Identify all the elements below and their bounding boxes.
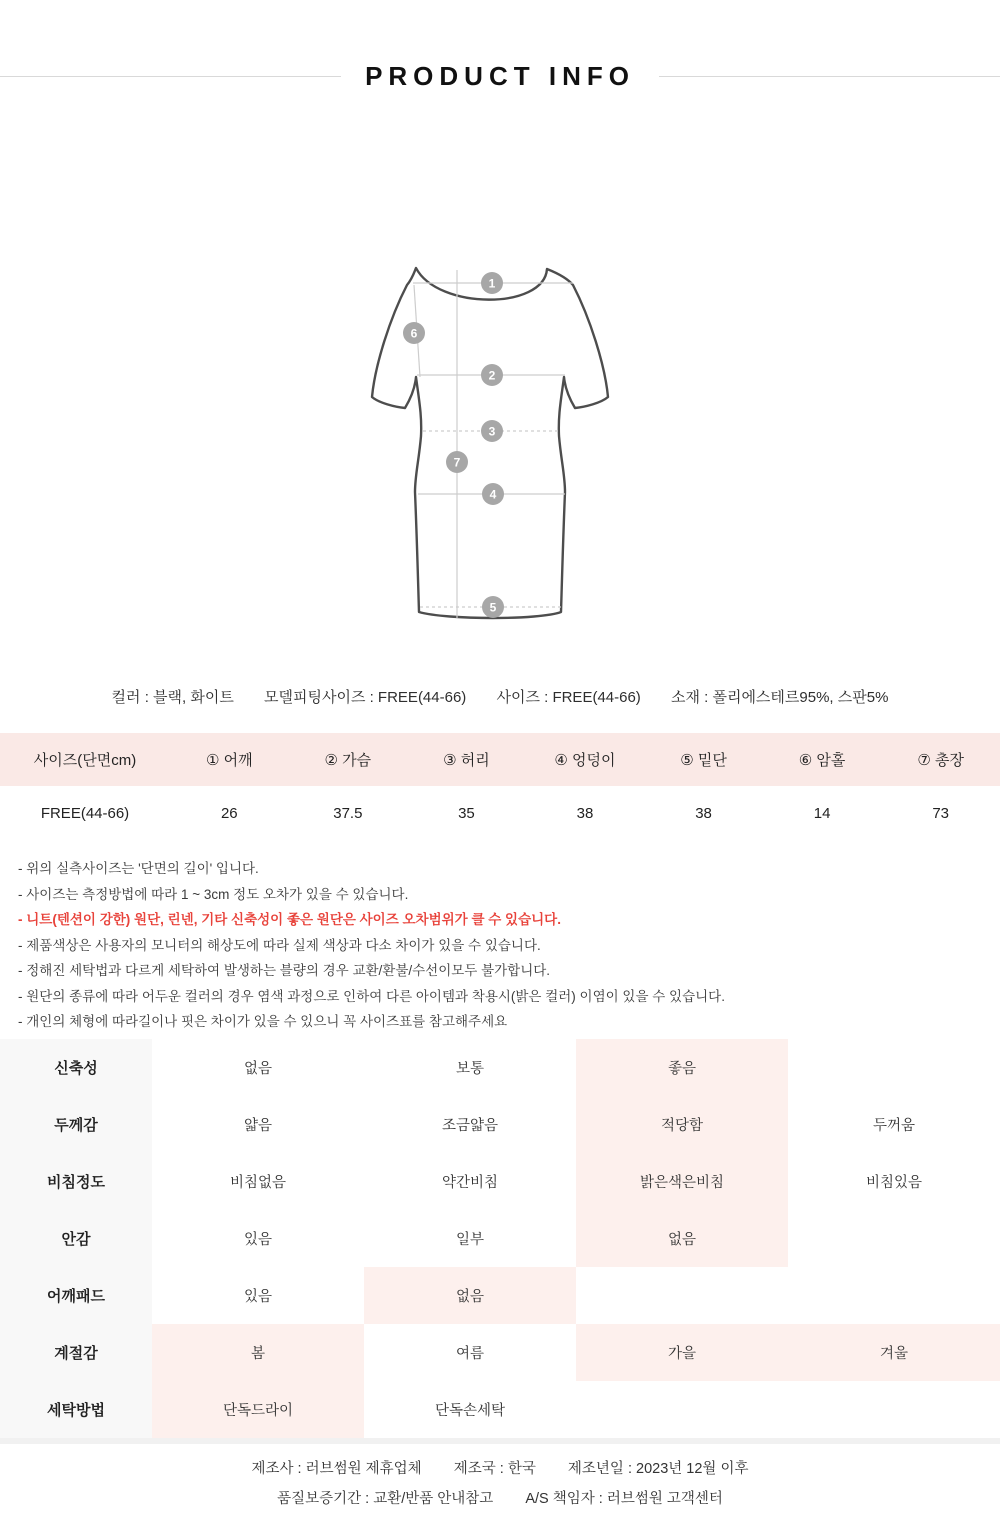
- attr-option: 비침없음: [152, 1153, 364, 1210]
- note-line: - 원단의 종류에 따라 어두운 컬러의 경우 염색 과정으로 인하여 다른 아이템과 착용시(밝은 컬러) 이염이 있을 수 있습니다.: [18, 988, 725, 1004]
- warranty-period: 품질보증기간 : 교환/반품 안내참고: [277, 1490, 494, 1507]
- attr-option: [788, 1267, 1000, 1324]
- attr-option: 적당함: [576, 1096, 788, 1153]
- attr-option: 있음: [152, 1267, 364, 1324]
- attr-label-stretch: 신축성: [0, 1039, 152, 1096]
- attr-option: 좋음: [576, 1039, 788, 1096]
- size-value-chest: 37.5: [333, 805, 363, 822]
- title-divider-left: [0, 76, 341, 77]
- size-header-hem: ⑤ 밑단: [680, 752, 727, 769]
- attr-option: 있음: [152, 1210, 364, 1267]
- manufacture-date: 제조년일 : 2023년 12월 이후: [567, 1460, 749, 1477]
- manufacturer: 제조사 : 러브썸원 제휴업체: [251, 1460, 422, 1477]
- attr-option: 두꺼움: [788, 1096, 1000, 1153]
- size-header-armhole: ⑥ 암홀: [798, 752, 846, 769]
- attr-label-season: 계절감: [0, 1324, 152, 1381]
- attr-option: 조금얇음: [364, 1096, 576, 1153]
- attr-option: [788, 1039, 1000, 1096]
- attr-option: [576, 1267, 788, 1324]
- note-line: - 제품색상은 사용자의 모니터의 해상도에 따라 실제 색상과 다소 차이가 있을 수 있습니다.: [18, 937, 541, 953]
- attr-option: 단독드라이: [152, 1381, 364, 1438]
- table-bottom-divider: [0, 1438, 1000, 1444]
- marker-2: [481, 364, 503, 386]
- marker-3: [481, 420, 503, 442]
- summary-material: 소재 : 폴리에스테르95%, 스판5%: [670, 689, 889, 706]
- attr-option: 봄: [152, 1324, 364, 1381]
- attr-option: 여름: [364, 1324, 576, 1381]
- svg-text:2: 2: [488, 368, 496, 383]
- svg-text:7: 7: [453, 455, 461, 470]
- size-header-shoulder: ① 어깨: [205, 752, 253, 769]
- size-table-row: [0, 786, 1000, 841]
- note-line: - 위의 실측사이즈는 '단면의 길이' 입니다.: [18, 861, 259, 876]
- as-contact: A/S 책임자 : 러브썸원 고객센터: [525, 1490, 723, 1507]
- marker-5: [482, 596, 504, 618]
- size-value-armhole: 14: [813, 805, 831, 822]
- manufacturer-info: [0, 1454, 1000, 1514]
- attr-option: 약간비침: [364, 1153, 576, 1210]
- attr-label-shoulder-pad: 어깨패드: [0, 1267, 152, 1324]
- note-line: - 니트(텐션이 강한) 원단, 린넨, 기타 신축성이 좋은 원단은 사이즈 오차범위가 클 수 있습니다.: [18, 912, 561, 927]
- title-divider-right: [659, 76, 1000, 77]
- size-header-hip: ④ 엉덩이: [554, 752, 616, 769]
- manufacturer-line-2: [0, 1484, 1000, 1514]
- svg-text:4: 4: [489, 487, 497, 502]
- attr-option: 없음: [576, 1210, 788, 1267]
- size-header-length: ⑦ 총장: [917, 752, 964, 769]
- note-line: - 개인의 체형에 따라길이나 핏은 차이가 있을 수 있으니 꼭 사이즈표를 참고해주세요: [18, 1014, 508, 1029]
- attr-option: 없음: [152, 1039, 364, 1096]
- marker-1: [481, 272, 503, 294]
- size-value-shoulder: 26: [220, 805, 238, 822]
- size-value-hem: 38: [695, 805, 712, 822]
- size-value-waist: 35: [458, 805, 475, 822]
- attr-option: [788, 1210, 1000, 1267]
- attr-option: 보통: [364, 1039, 576, 1096]
- attr-option: 밝은색은비침: [576, 1153, 788, 1210]
- svg-text:1: 1: [488, 276, 496, 291]
- attr-option: 비침있음: [788, 1153, 1000, 1210]
- marker-6: [403, 322, 425, 344]
- dress-measurement-diagram: [0, 240, 1000, 640]
- svg-text:3: 3: [488, 424, 496, 439]
- marker-7: [446, 451, 468, 473]
- svg-text:5: 5: [489, 600, 497, 615]
- page-title: PRODUCT INFO: [365, 60, 635, 91]
- size-value-label: FREE(44-66): [40, 805, 130, 822]
- attr-label-thickness: 두께감: [0, 1096, 152, 1153]
- attr-option: 일부: [364, 1210, 576, 1267]
- attribute-table: [0, 1039, 1000, 1438]
- size-table: [0, 733, 1000, 841]
- dress-outline: [372, 268, 608, 618]
- country-of-origin: 제조국 : 한국: [453, 1460, 536, 1477]
- size-header-waist: ③ 허리: [443, 752, 490, 769]
- note-line: - 사이즈는 측정방법에 따라 1 ~ 3cm 정도 오차가 있을 수 있습니다.: [18, 886, 409, 902]
- size-value-hip: 38: [576, 805, 594, 822]
- notes-list: [0, 856, 1000, 1035]
- attr-option: [788, 1381, 1000, 1438]
- svg-text:6: 6: [410, 326, 418, 341]
- attr-label-sheerness: 비침정도: [0, 1153, 152, 1210]
- attr-option: 없음: [364, 1267, 576, 1324]
- attr-option: 가을: [576, 1324, 788, 1381]
- size-table-header-row: [0, 733, 1000, 786]
- note-line: - 정해진 세탁법과 다르게 세탁하여 발생하는 블량의 경우 교환/환불/수선이모두 불가합니다.: [18, 963, 551, 978]
- attr-label-washing: 세탁방법: [0, 1381, 152, 1438]
- attr-label-lining: 안감: [0, 1210, 152, 1267]
- summary-size: 사이즈 : FREE(44-66): [496, 689, 641, 706]
- summary-model-fit-size: 모델피팅사이즈 : FREE(44-66): [264, 689, 467, 706]
- product-summary-line: [0, 686, 1000, 707]
- attr-option: 얇음: [152, 1096, 364, 1153]
- manufacturer-line-1: [0, 1454, 1000, 1484]
- attr-option: 겨울: [788, 1324, 1000, 1381]
- summary-color: 컬러 : 블랙, 화이트: [111, 689, 234, 706]
- dress-diagram-svg: [335, 240, 665, 640]
- attr-option: [576, 1381, 788, 1438]
- attr-option: 단독손세탁: [364, 1381, 576, 1438]
- size-value-length: 73: [932, 805, 950, 822]
- page-title-row: [0, 0, 1000, 92]
- size-header-chest: ② 가슴: [324, 752, 372, 769]
- size-header-label: 사이즈(단면cm): [33, 752, 137, 769]
- marker-4: [482, 483, 504, 505]
